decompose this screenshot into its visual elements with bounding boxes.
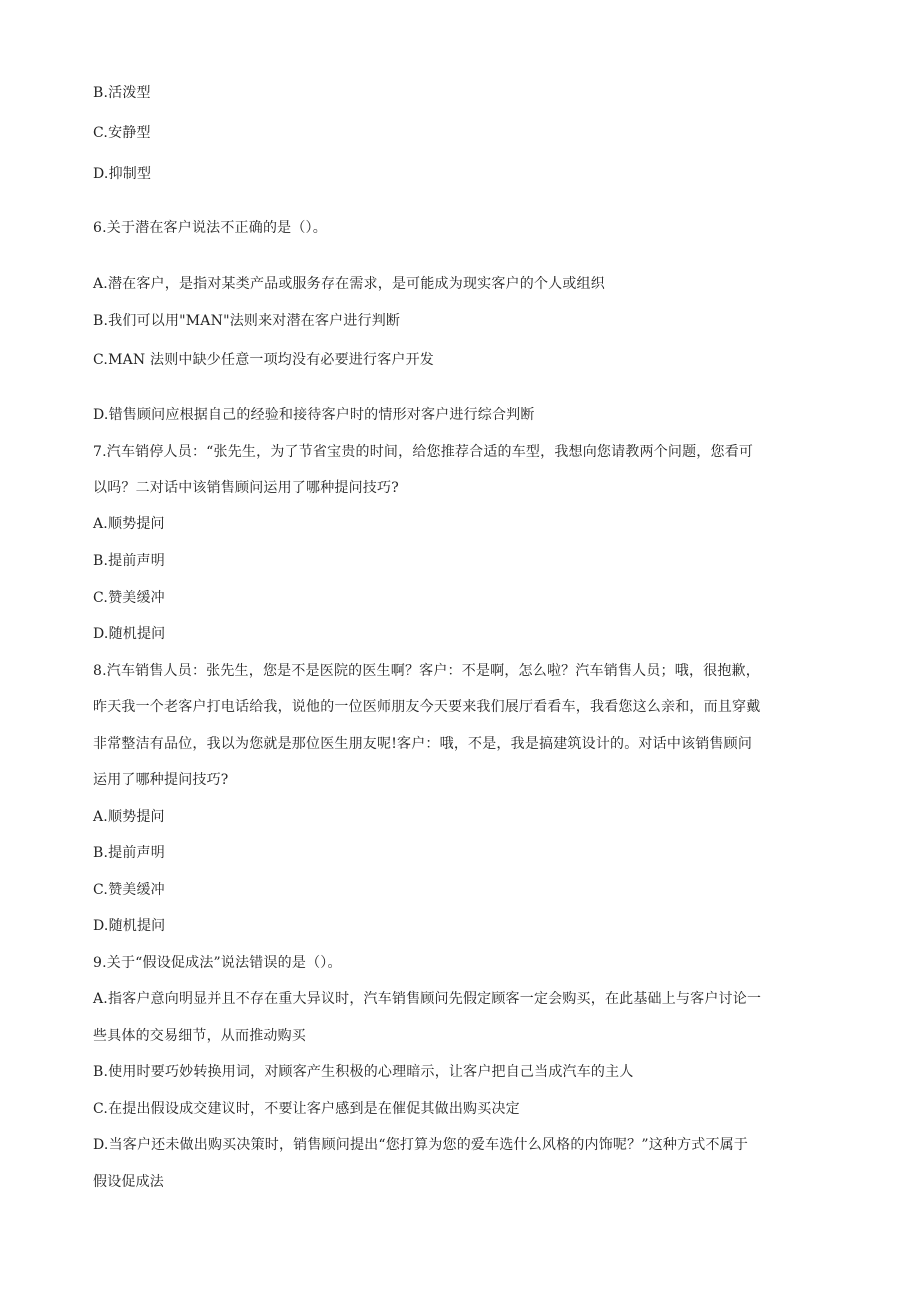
option-7d: D.随机提问 [93,626,166,642]
option-7a: A.顺势提问 [93,516,165,532]
option-8b: B.提前声明 [93,845,165,861]
option-9c: C.在提出假设成交建议时，不要让客户感到是在催促其做出购买决定 [93,1101,520,1117]
question-8-line-1: 8.汽车销售人员：张先生，您是不是医院的医生啊？客户：不是啊，怎么啦？汽车销售人员；哦，很抱歉， [93,663,760,679]
option-9a-line-1: A.指客户意向明显并且不存在重大异议时，汽车销售顾问先假定顾客一定会购买，在此基础上与客户讨论一 [93,991,762,1007]
option-5d: D.抑制型 [93,166,152,182]
question-8-line-3: 非常整洁有品位，我以为您就是那位医生朋友呢!客户：哦，不是，我是搞建筑设计的。对话中该销售顾问 [93,736,753,752]
option-6d: D.错售顾问应根据自己的经验和接待客户时的情形对客户进行综合判断 [93,407,535,423]
option-6c: C.MAN 法则中缺少任意一项均没有必要进行客户开发 [93,352,435,368]
question-6: 6.关于潜在客户说法不正确的是（）。 [93,220,327,236]
question-8-line-4: 运用了哪种提问技巧? [93,772,229,788]
question-7-line-2: 以吗？二对话中该销售顾问运用了哪种提问技巧? [93,480,399,496]
question-7-line-1: 7.汽车销停人员：“张先生，为了节省宝贵的时间，给您推荐合适的车型，我想向您请教两个问题，您看可 [93,444,754,460]
option-8a: A.顺势提问 [93,809,165,825]
option-7b: B.提前声明 [93,553,165,569]
option-9a-line-2: 些具体的交易细节，从而推动购买 [93,1028,306,1044]
option-9d-line-1: D.当客户还未做出购买决策时，销售顾问提出“您打算为您的爱车选什么风格的内饰呢？”这种方式不属于 [93,1137,749,1153]
option-8d: D.随机提问 [93,918,166,934]
question-8-line-2: 昨天我一个老客户打电话给我，说他的一位医师朋友今天要来我们展厅看看车，我看您这么亲和，而且穿戴 [93,699,761,715]
option-5c: C.安静型 [93,125,151,141]
option-9d-line-2: 假设促成法 [93,1174,164,1190]
option-7c: C.赞美缓冲 [93,590,165,606]
option-6a: A.潜在客户，是指对某类产品或服务存在需求，是可能成为现实客户的个人或组织 [93,276,605,292]
option-6b: B.我们可以用"MAN"法则来对潜在客户进行判断 [93,313,401,329]
question-9: 9.关于“假设促成法”说法错误的是（）。 [93,955,342,971]
option-9b: B.使用时要巧妙转换用词，对顾客产生积极的心理暗示，让客户把自己当成汽车的主人 [93,1064,634,1080]
option-5b: B.活泼型 [93,85,151,101]
option-8c: C.赞美缓冲 [93,882,165,898]
